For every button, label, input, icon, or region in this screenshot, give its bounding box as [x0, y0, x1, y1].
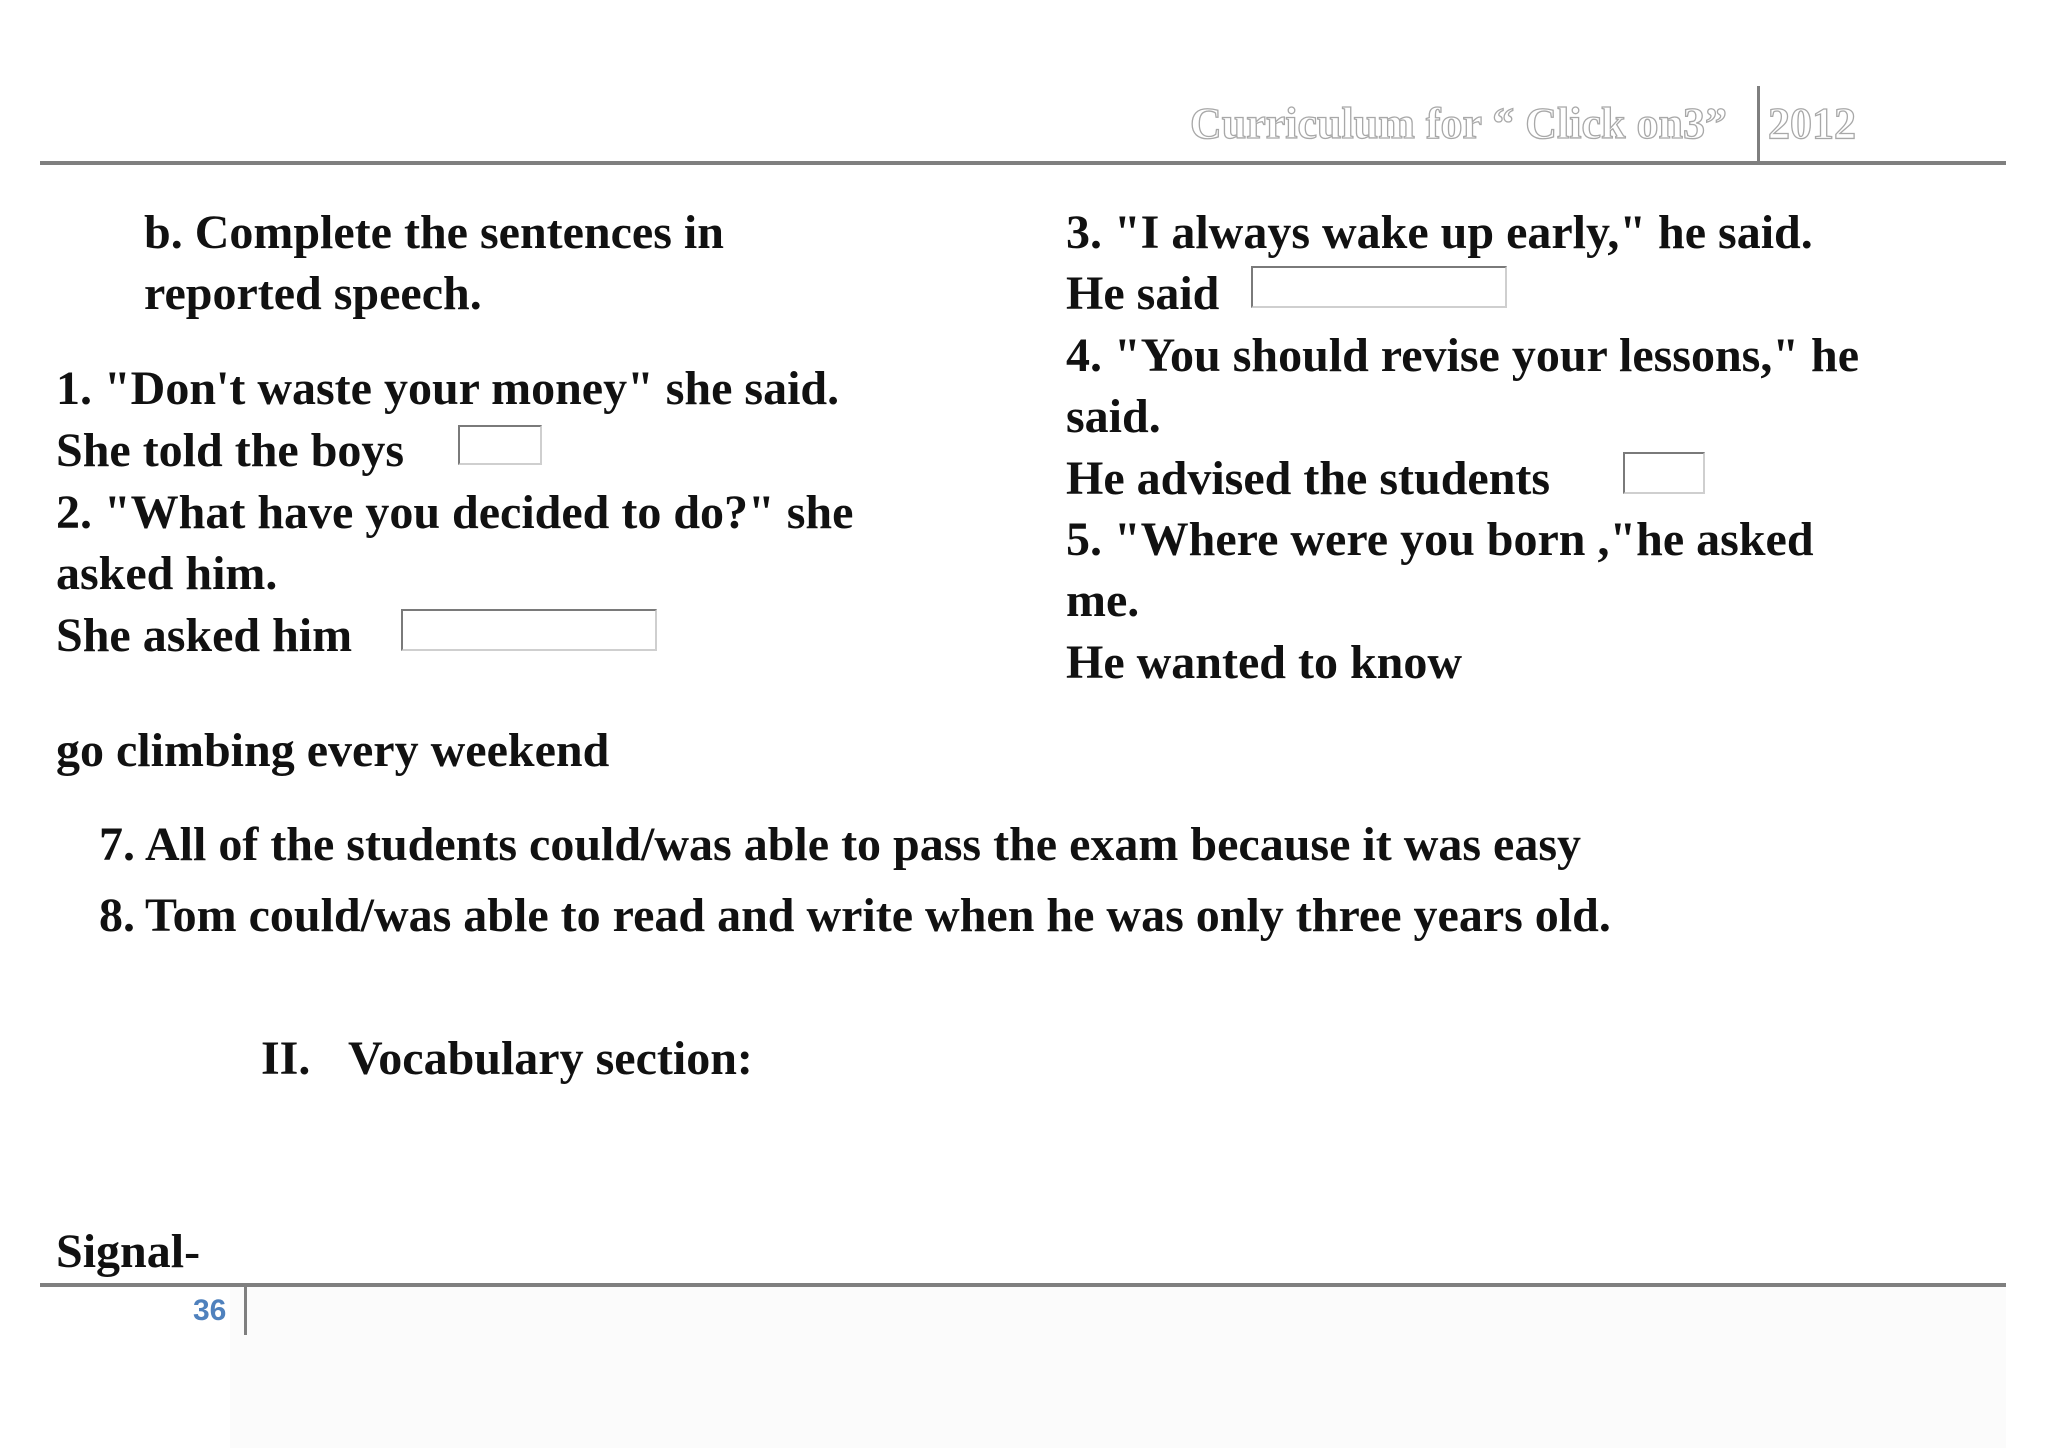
answer-field-1[interactable]	[458, 425, 542, 465]
question-5-quote-cont: me.	[1066, 574, 1140, 627]
signal-text: Signal-	[56, 1225, 201, 1278]
page-number: 36	[193, 1294, 227, 1327]
fragment-text: go climbing every weekend	[56, 724, 610, 777]
question-1-quote: 1. "Don't waste your money" she said.	[56, 362, 840, 415]
question-3-prompt: He said	[1066, 267, 1220, 320]
item-7-text: All of the students could/was able to pass the exam because it was easy	[145, 818, 1582, 871]
header-title: Curriculum for “ Click on3”	[1190, 99, 1727, 148]
header-year: 2012	[1768, 99, 1856, 148]
footer-shade	[230, 1287, 2006, 1448]
question-3-quote: 3. "I always wake up early," he said.	[1066, 206, 1813, 259]
question-1-prompt: She told the boys	[56, 424, 405, 477]
question-4-quote-cont: said.	[1066, 390, 1161, 443]
section-title: Vocabulary section:	[348, 1032, 753, 1085]
answer-field-3[interactable]	[1251, 266, 1507, 308]
question-4-prompt: He advised the students	[1066, 452, 1551, 505]
instruction-line-2: reported speech.	[144, 267, 482, 320]
item-8-number: 8.	[99, 889, 135, 942]
instruction-line-1: b. Complete the sentences in	[144, 206, 724, 259]
footer-separator	[244, 1287, 247, 1335]
question-4-quote: 4. "You should revise your lessons," he	[1066, 329, 1860, 382]
item-7-number: 7.	[99, 818, 135, 871]
section-number: II.	[261, 1032, 311, 1085]
question-5-quote: 5. "Where were you born ,"he asked	[1066, 513, 1814, 566]
header-rule	[40, 161, 2006, 165]
question-2-prompt: She asked him	[56, 609, 353, 662]
header-separator	[1757, 86, 1760, 162]
item-8-text: Tom could/was able to read and write when he was only three years old.	[145, 889, 1611, 942]
question-2-quote-cont: asked him.	[56, 547, 278, 600]
question-5-prompt: He wanted to know	[1066, 636, 1463, 689]
question-2-quote: 2. "What have you decided to do?" she	[56, 486, 854, 539]
answer-field-4[interactable]	[1623, 452, 1705, 494]
answer-field-2[interactable]	[401, 609, 657, 651]
